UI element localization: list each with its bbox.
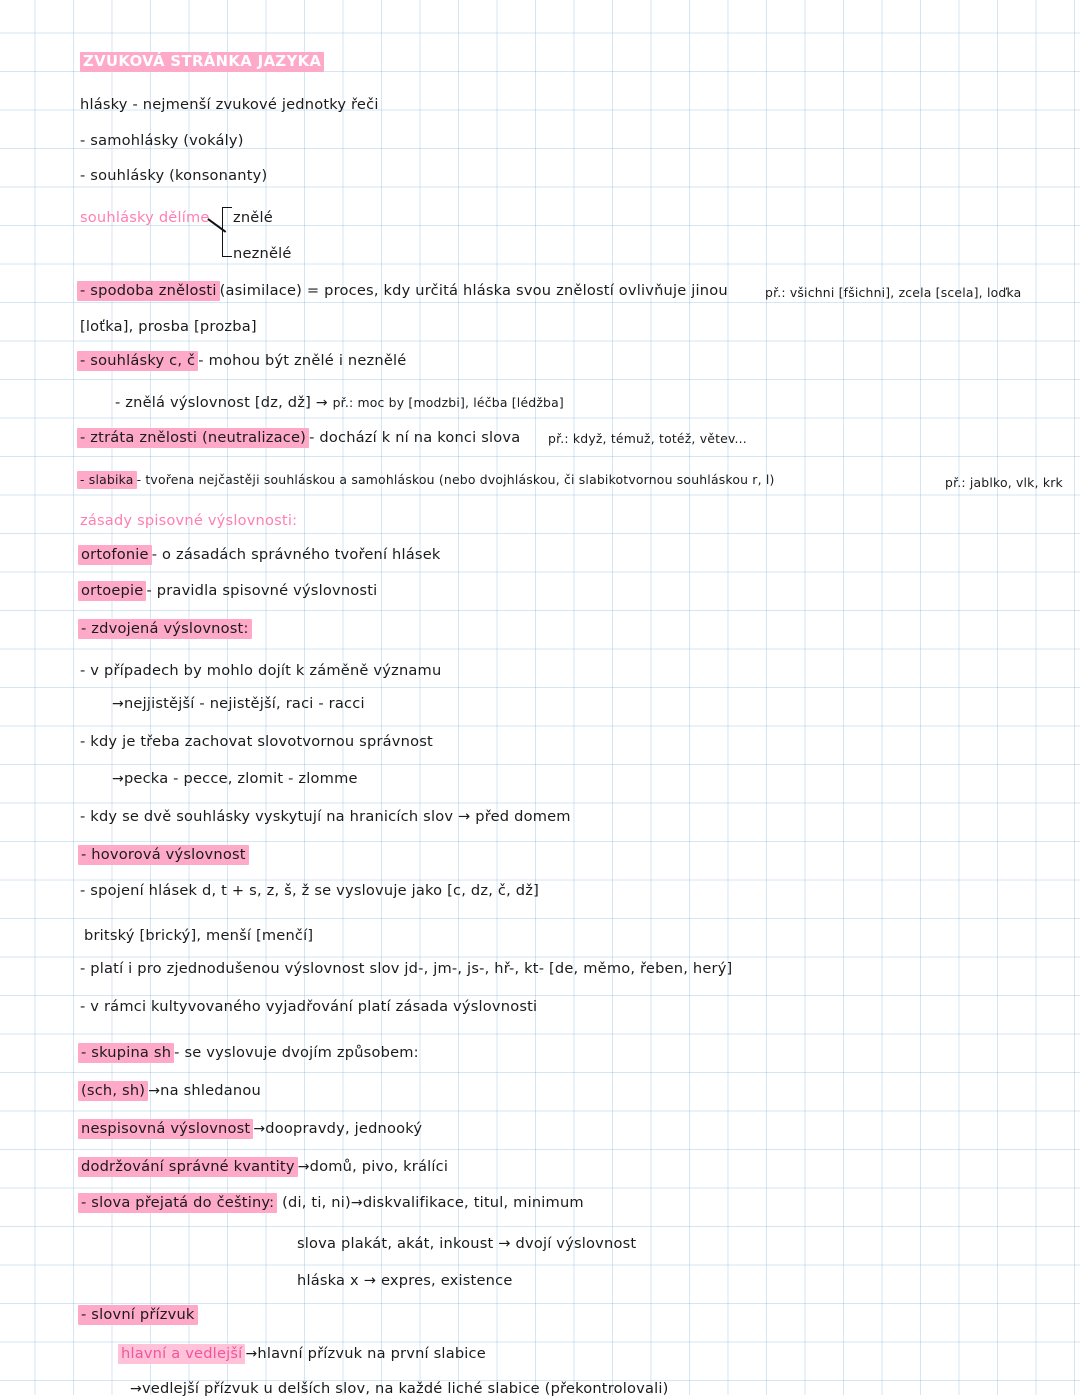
line-hlaska-x: hláska x → expres, existence — [297, 1272, 513, 1289]
line-souhlasky-c-c — [77, 354, 406, 369]
heading-zasady: zásady spisovné výslovnosti: — [80, 512, 298, 529]
line-slabika — [77, 474, 775, 486]
line-znela-vyslovnost — [115, 396, 564, 411]
arrow-icon: → — [350, 1195, 363, 1211]
nespisovna-rest: doopravdy, jednooký — [265, 1120, 423, 1137]
znela-example: př.: moc by [modzbi], léčba [lédžba] — [332, 395, 564, 410]
skupina-sh-rest: - se vyslovuje dvojím způsobem: — [174, 1044, 419, 1061]
line-lotka-prosba: [loťka], prosba [prozba] — [80, 318, 257, 335]
slabika-highlight: - slabika — [77, 471, 137, 489]
spodoba-example: př.: všichni [fšichni], zcela [scela], loďka — [765, 285, 1022, 300]
kvantita-highlight: dodržování správné kvantity — [78, 1157, 298, 1177]
line-znele: znělé — [233, 209, 273, 226]
souhlasky-cc-rest: - mohou být znělé i neznělé — [198, 352, 407, 369]
nespisovna-highlight: nespisovná výslovnost — [78, 1119, 253, 1139]
line-ortofonie — [78, 548, 441, 563]
line-slova-prejata — [78, 1196, 584, 1211]
line-souhlasky: - souhlásky (konsonanty) — [80, 167, 268, 184]
pecka-text: pecka - pecce, zlomit - zlomme — [123, 770, 358, 787]
line-kultyvovane-vyjadrovani: - v rámci kultyvovaného vyjadřování platí zásada výslovnosti — [80, 998, 538, 1015]
line-ztrata-znelosti — [77, 431, 520, 446]
arrow-icon: → — [297, 1159, 310, 1175]
line-neznele: neznělé — [233, 245, 292, 262]
page-title — [80, 55, 324, 70]
line-spodoba-znelosti — [77, 284, 728, 299]
prejata-rest: (di, ti, ni) — [282, 1194, 351, 1211]
prejata-examples: diskvalifikace, titul, minimum — [362, 1194, 584, 1211]
line-spojeni-hlasek: - spojení hlásek d, t + s, z, š, ž se vyslovuje jako [c, dz, č, dž] — [80, 882, 540, 899]
arrow-icon: → — [112, 771, 124, 787]
line-zdvojena-vyslovnost — [78, 622, 252, 637]
spodoba-rest: (asimilace) = proces, kdy určitá hláska svou znělostí ovlivňuje jinou — [219, 282, 728, 299]
line-hovorova-vyslovnost — [78, 848, 249, 863]
line-slova-plakat: slova plakát, akát, inkoust → dvojí výslovnost — [297, 1235, 637, 1252]
line-hlasky: hlásky - nejmenší zvukové jednotky řeči — [80, 96, 379, 113]
line-zamena-vyznamu: - v případech by mohlo dojít k záměně významu — [80, 662, 442, 679]
sch-sh-highlight: (sch, sh) — [78, 1081, 148, 1101]
nejjistejsi-text: nejjistější - nejistější, raci - racci — [123, 695, 365, 712]
arrow-icon: → — [130, 1381, 142, 1397]
arrow-icon: → — [253, 1121, 266, 1137]
line-hlavni-vedlejsi — [118, 1347, 486, 1362]
ztrata-highlight: - ztráta znělosti (neutralizace) — [77, 428, 309, 448]
line-samohlasky: - samohlásky (vokály) — [80, 132, 244, 149]
line-nespisovna-vyslovnost — [78, 1122, 422, 1137]
title-label: ZVUKOVÁ STRÁNKA JAZYKA — [83, 53, 322, 70]
line-skupina-sh — [78, 1046, 419, 1061]
ztrata-rest: - dochází k ní na konci slova — [309, 429, 521, 446]
ortofonie-rest: - o zásadách správného tvoření hlásek — [151, 546, 441, 563]
hlavni-vedlejsi-highlight: hlavní a vedlejší — [118, 1344, 245, 1364]
line-ortoepie — [78, 584, 377, 599]
ortofonie-highlight: ortofonie — [78, 545, 152, 565]
arrow-icon: → — [245, 1346, 258, 1362]
line-slovni-prizvuk — [78, 1308, 198, 1323]
line-slovotvorna-spravnost: - kdy je třeba zachovat slovotvornou správnost — [80, 733, 433, 750]
ortoepie-highlight: ortoepie — [78, 581, 146, 601]
line-pecka-pecce — [112, 772, 358, 787]
line-nejjistejsi — [112, 697, 365, 712]
skupina-sh-highlight: - skupina sh — [78, 1043, 174, 1063]
brace-icon — [222, 207, 232, 257]
line-vedlejsi-prizvuk — [130, 1382, 669, 1397]
arrow-icon: → — [315, 395, 328, 411]
line-hranice-slov: - kdy se dvě souhlásky vyskytují na hranicích slov → před domem — [80, 808, 571, 825]
prizvuk-highlight: - slovní přízvuk — [78, 1305, 198, 1325]
arrow-icon: → — [148, 1083, 161, 1099]
prejata-highlight: - slova přejatá do češtiny: — [78, 1193, 277, 1213]
slabika-rest: - tvořena nejčastěji souhláskou a samohláskou (nebo dvojhláskou, či slabikotvornou souhláskou r, l) — [136, 472, 775, 487]
line-britsky-mensi: britský [brický], menší [menčí] — [84, 927, 314, 944]
hlavni-prizvuk-text: hlavní přízvuk na první slabice — [257, 1345, 486, 1362]
sch-sh-rest: na shledanou — [160, 1082, 261, 1099]
arrow-icon: → — [112, 696, 124, 712]
kvantita-rest: domů, pivo, králíci — [309, 1158, 449, 1175]
line-dodrzovani-kvantity — [78, 1160, 448, 1175]
hovorova-highlight: - hovorová výslovnost — [78, 845, 249, 865]
znela-vyslovnost-text: - znělá výslovnost [dz, dž] — [115, 394, 311, 411]
zdvojena-highlight: - zdvojená výslovnost: — [78, 619, 252, 639]
ortoepie-rest: - pravidla spisovné výslovnosti — [146, 582, 378, 599]
ztrata-example: př.: když, témuž, totéž, větev... — [548, 431, 747, 446]
vedlejsi-prizvuk-text: vedlejší přízvuk u delších slov, na každé liché slabice (překontrolovali) — [141, 1380, 669, 1397]
spodoba-highlight: - spodoba znělosti — [77, 281, 220, 301]
title-highlight — [80, 52, 324, 72]
slabika-example: př.: jablko, vlk, krk — [945, 475, 1063, 490]
line-sch-sh — [78, 1084, 261, 1099]
souhlasky-cc-highlight: - souhlásky c, č — [77, 351, 198, 371]
line-zjednodusena-vyslovnost — [80, 962, 732, 977]
zjednodusena-text: - platí i pro zjednodušenou výslovnost slov jd-, jm-, js-, hř-, kt- — [80, 960, 545, 977]
zjednodusena-examples: [de, měmo, řeben, herý] — [549, 960, 733, 977]
label-souhlasky-delime: souhlásky dělíme — [80, 209, 210, 226]
